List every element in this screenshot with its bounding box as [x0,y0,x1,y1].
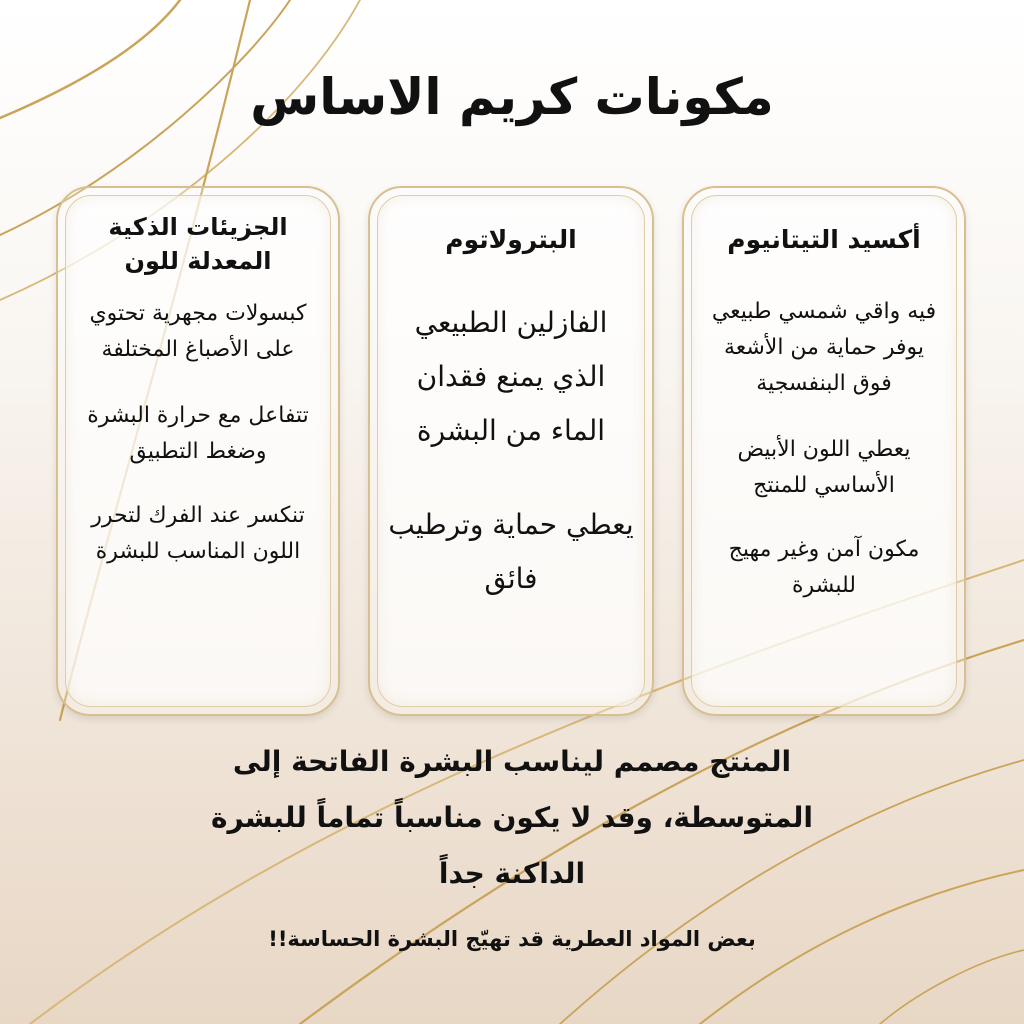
card-titanium-oxide [682,186,966,716]
card-paragraph: مكون آمن وغير مهيج للبشرة [728,537,920,598]
card-title: أكسيد التيتانيوم [727,225,921,254]
sensitivity-warning: بعض المواد العطرية قد تهيّج البشرة الحساسة!! [268,927,756,951]
card-petrolatum [368,186,654,716]
card-smart-color-particles [56,186,340,716]
card-paragraph: تنكسر عند الفرك لتحرر اللون المناسب للبشرة [91,503,305,564]
card-paragraph: تتفاعل مع حرارة البشرة وضغط التطبيق [87,403,309,464]
card-title: الجزيئات الذكية المعدلة للون [108,213,288,275]
card-title: البترولاتوم [445,225,577,254]
card-paragraph: الفازلين الطبيعي الذي يمنع فقدان الماء من البشرة [414,306,608,447]
suitability-notice: المنتج مصمم ليناسب البشرة الفاتحة إلى المتوسطة، وقد لا يكون مناسباً تماماً للبشرة الداكنة جداً [210,745,813,890]
card-paragraph: يعطي اللون الأبيض الأساسي للمنتج [737,437,911,498]
card-paragraph: كبسولات مجهرية تحتوي على الأصباغ المختلفة [89,301,307,362]
card-paragraph: فيه واقي شمسي طبيعي يوفر حماية من الأشعة فوق البنفسجية [711,299,937,396]
card-paragraph: يعطي حماية وترطيب فائق [388,508,634,595]
page-title: مكونات كريم الاساس [250,68,774,126]
